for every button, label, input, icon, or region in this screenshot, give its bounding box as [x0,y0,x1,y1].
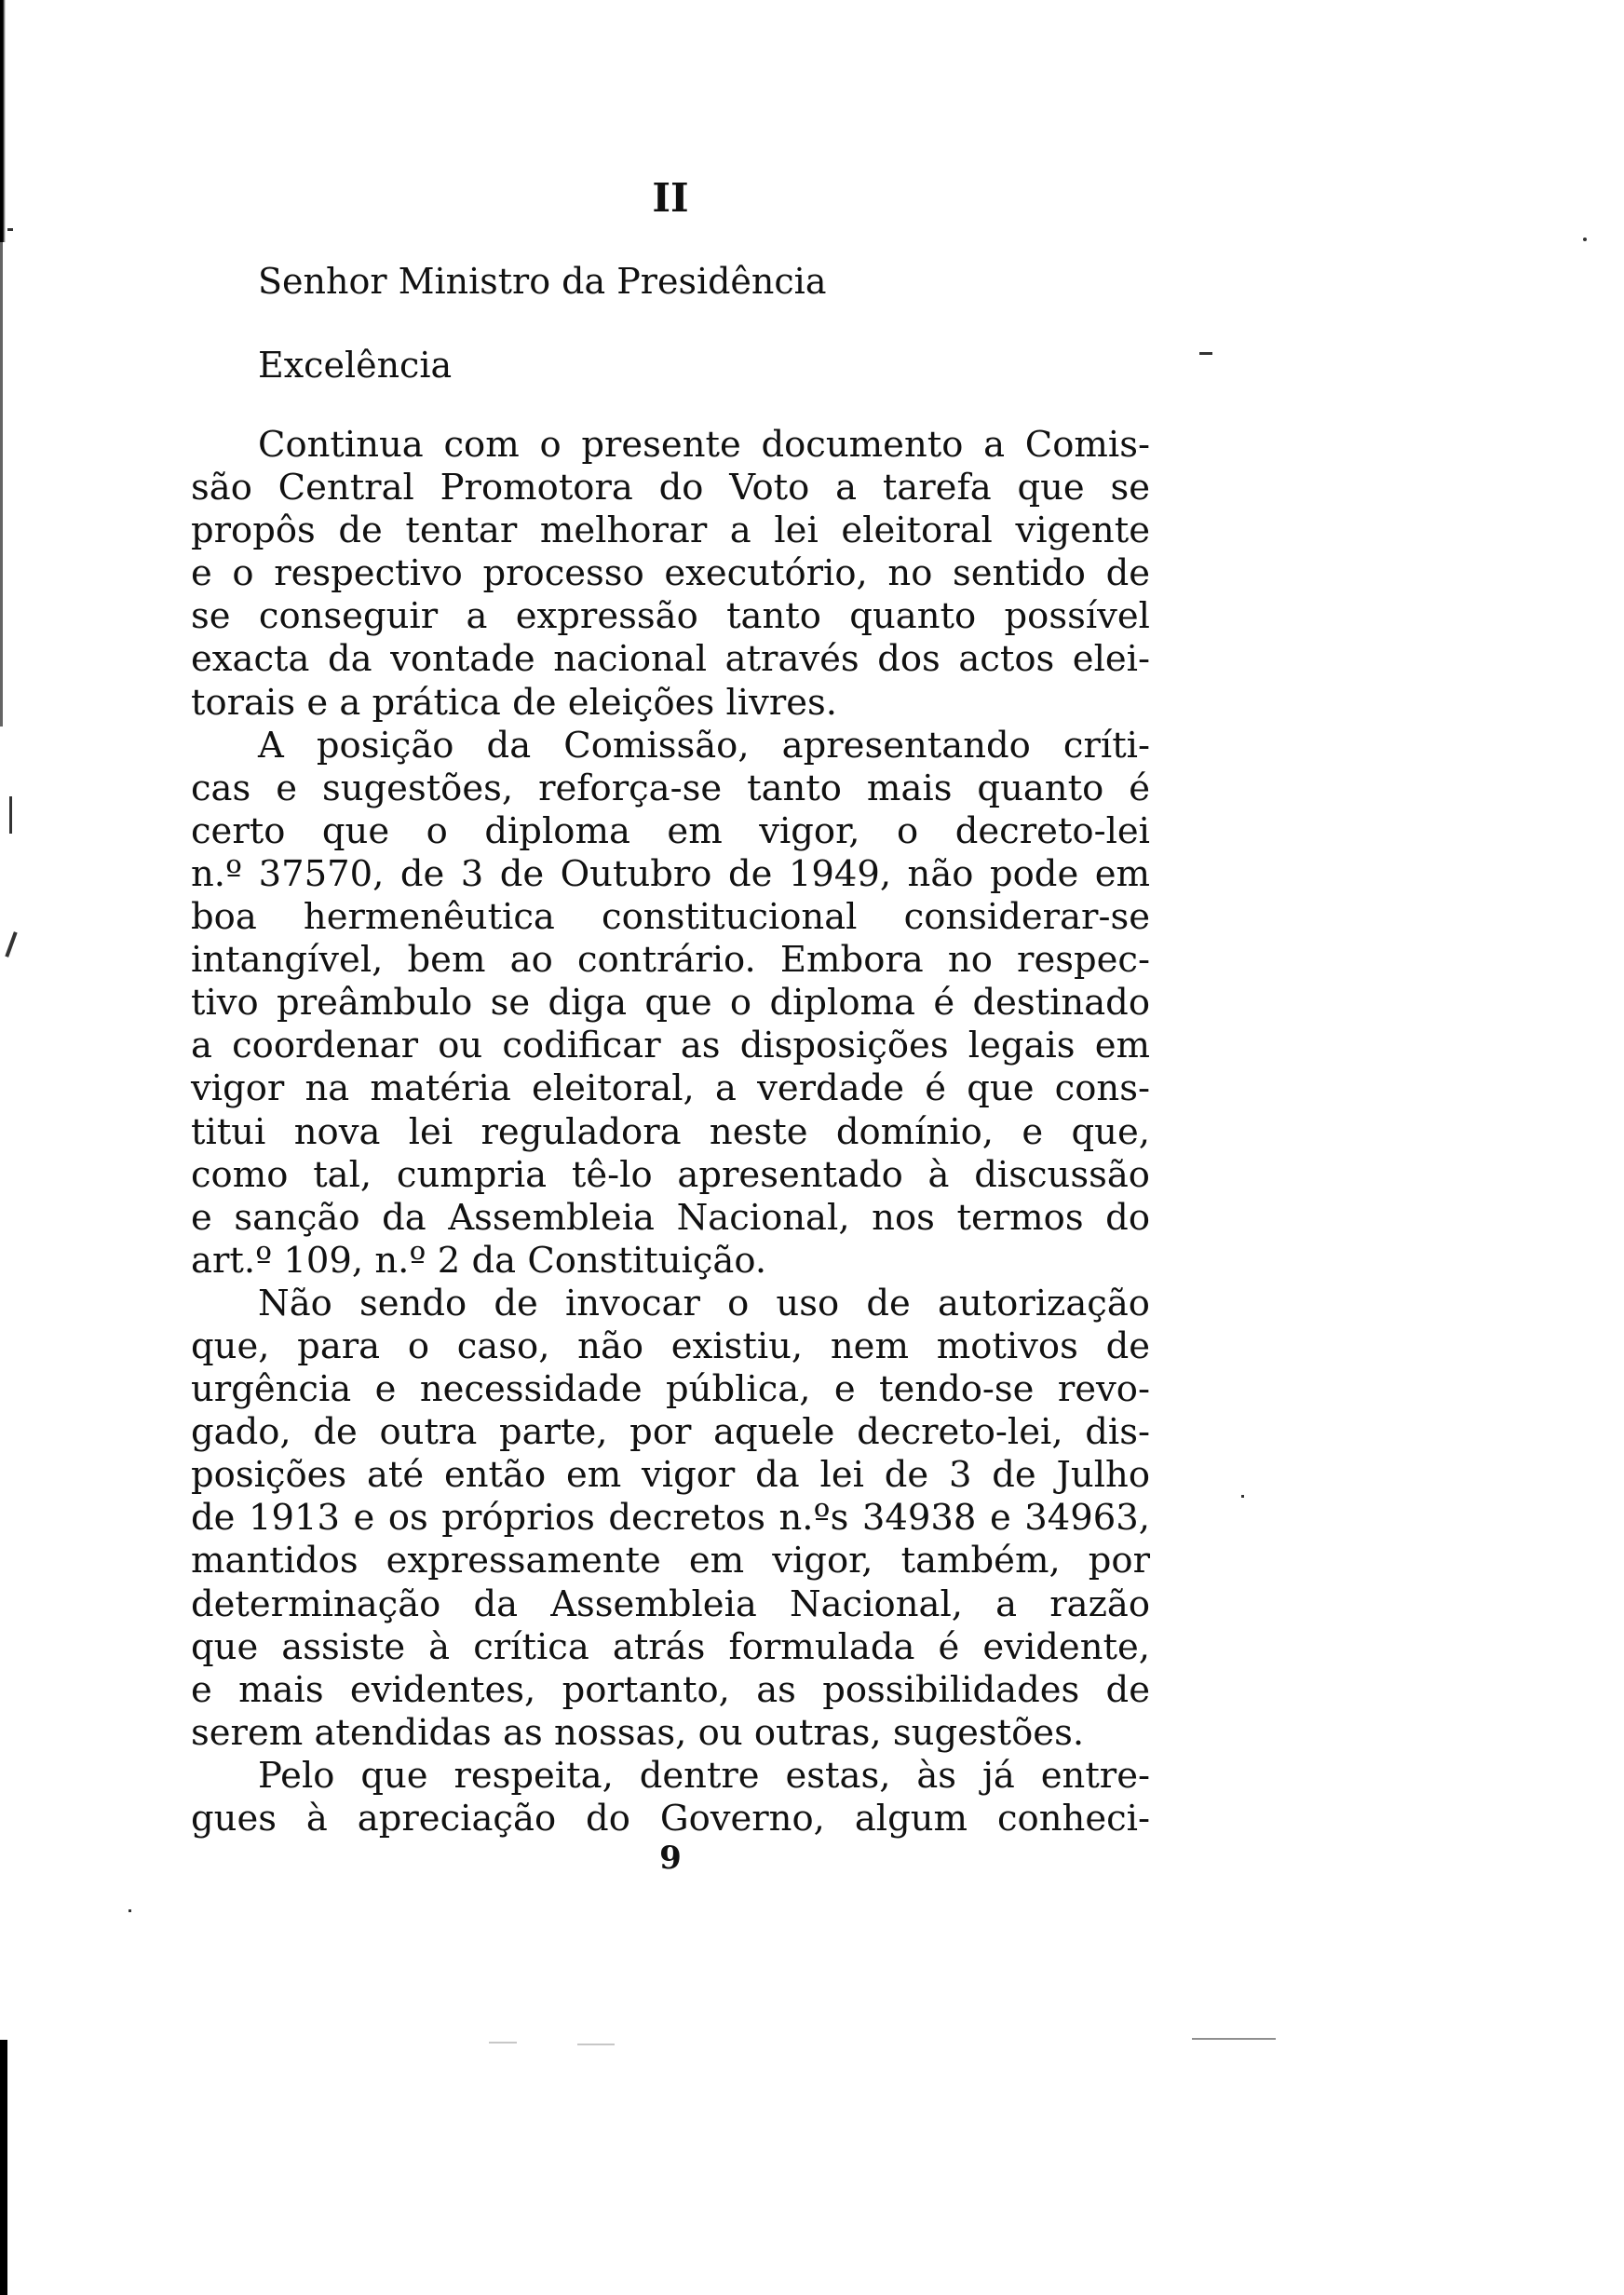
body-text [191,424,1150,1840]
text-line: boa hermenêutica constitucional considerar-se [191,896,1150,939]
text-line: a coordenar ou codificar as disposições legais em [191,1025,1150,1067]
text-line: que assiste à crítica atrás formulada é evidente, [191,1625,1150,1668]
text-line: exacta da vontade nacional através dos actos elei- [191,638,1150,681]
text-line: A posição da Comissão, apresentando críti- [258,724,1150,767]
text-line: urgência e necessidade pública, e tendo-se revo- [191,1368,1150,1411]
text-line: posições até então em vigor da lei de 3 de Julho [191,1454,1150,1497]
text-line: serem atendidas as nossas, ou outras, sugestões. [191,1711,1085,1754]
text-line: tivo preâmbulo se diga que o diploma é destinado [191,982,1150,1025]
scan-mark [9,796,12,834]
text-line: que, para o caso, não existiu, nem motivos de [191,1324,1150,1367]
page-number: 9 [659,1840,682,1877]
text-line: Não sendo de invocar o uso de autorização [258,1282,1150,1324]
text-line: mantidos expressamente em vigor, também, por [191,1540,1150,1582]
text-line: Pelo que respeita, dentre estas, às já entre- [258,1754,1150,1797]
text-line: são Central Promotora do Voto a tarefa que se [191,467,1150,509]
text-line: determinação da Assembleia Nacional, a razão [191,1582,1150,1625]
scan-mark [1199,352,1212,355]
text-line: gado, de outra parte, por aquele decreto-lei, dis- [191,1411,1150,1454]
scan-mark [577,2044,615,2045]
text-line: e o respectivo processo executório, no sentido de [191,552,1150,595]
text-line: gues à apreciação do Governo, algum conheci- [191,1798,1150,1840]
text-line: n.º 37570, de 3 de Outubro de 1949, não pode em [191,852,1150,895]
scan-mark [1241,1495,1244,1498]
text-line: e mais evidentes, portanto, as possibilidades de [191,1668,1150,1711]
text-line: torais e a prática de eleições livres. [191,681,838,724]
salutation-excellency: Excelência [258,345,453,386]
text-line: de 1913 e os próprios decretos n.ºs 34938 e 34963, [191,1497,1150,1540]
text-line: como tal, cumpria tê-lo apresentado à discussão [191,1153,1150,1196]
text-line: intangível, bem ao contrário. Embora no respec- [191,939,1150,982]
scan-edge-bottom [0,2040,7,2295]
text-line: art.º 109, n.º 2 da Constituição. [191,1239,767,1282]
scan-mark [1192,2038,1276,2040]
text-line: Continua com o presente documento a Comis- [258,424,1150,466]
scan-edge-top [0,0,6,242]
salutation-minister: Senhor Ministro da Presidência [258,261,827,302]
scan-mark [489,2042,517,2044]
section-heading: II [652,175,689,221]
text-line: propôs de tentar melhorar a lei eleitoral vigente [191,509,1150,552]
text-line: vigor na matéria eleitoral, a verdade é que cons- [191,1067,1150,1110]
text-line: titui nova lei reguladora neste domínio, e que, [191,1110,1150,1153]
scan-mark [7,228,13,231]
scan-mark [129,1909,131,1912]
text-line: certo que o diploma em vigor, o decreto-lei [191,809,1150,852]
scan-mark [5,931,17,957]
scan-edge-middle [0,242,3,727]
scan-mark [1583,238,1587,241]
text-line: se conseguir a expressão tanto quanto possível [191,595,1150,638]
text-line: cas e sugestões, reforça-se tanto mais quanto é [191,767,1150,809]
text-line: e sanção da Assembleia Nacional, nos termos do [191,1196,1150,1239]
